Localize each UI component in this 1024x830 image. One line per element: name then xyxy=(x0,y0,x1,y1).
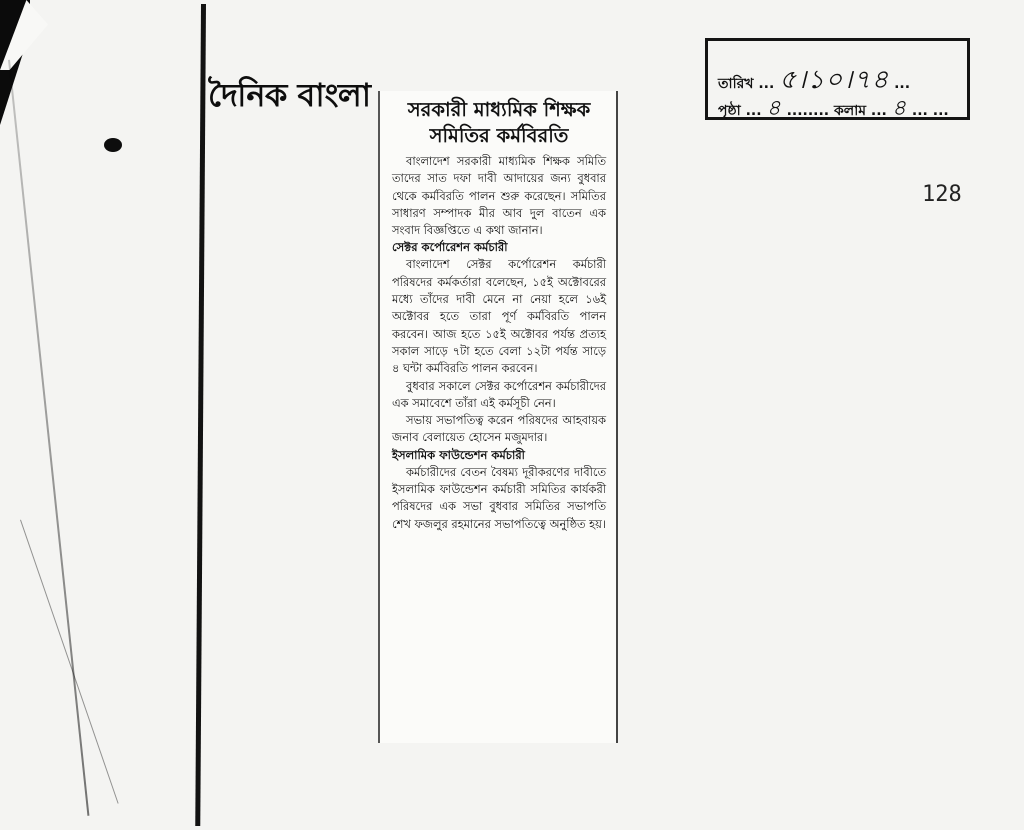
article-paragraph-4: সভায় সভাপতিত্ব করেন পরিষদের আহবায়ক জনাব বেলায়েত হোসেন মজুমদার। xyxy=(392,413,606,445)
stamp-page-row: পৃষ্ঠা ... ৪ ........ কলাম ... ৪ ... ... xyxy=(718,96,949,121)
stamp-column-value: ৪ xyxy=(891,96,908,121)
stamp-page-label: পৃষ্ঠা xyxy=(718,103,741,119)
headline-line-2: সমিতির কর্মবিরতি xyxy=(429,124,569,147)
headline-line-1: সরকারী মাধ্যমিক শিক্ষক xyxy=(407,98,591,121)
article-subheading-2: ইসলামিক ফাউন্ডেশন কর্মচারী xyxy=(392,447,525,462)
newspaper-clipping xyxy=(378,91,618,743)
stamp-column-label: কলাম xyxy=(833,103,867,119)
article-paragraph-5: কর্মচারীদের বেতন বৈষম্য দূরীকরণের দাবীতে ইসলামিক ফাউন্ডেশন কর্মচারী সমিতির কার্যকরী পরিষদের এক সভা বুধবার সমিতির সভাপতি শেখ ফজলুর রহমানের সভাপতিত্বে অনুষ্ঠিত হয়। xyxy=(392,464,606,531)
paper-fold-line-lower xyxy=(20,520,119,804)
article-paragraph-3: বুধবার সকালে সেক্টর কর্পোরেশন কর্মচারীদের এক সমাবেশে তাঁরা এই কর্মসূচী নেন। xyxy=(392,378,606,410)
newspaper-name: দৈনিক বাংলা xyxy=(208,76,371,114)
margin-rule-line xyxy=(195,4,206,826)
archive-stamp xyxy=(705,38,970,120)
paper-fold-line xyxy=(8,60,89,816)
stamp-page-value: ৪ xyxy=(766,96,782,121)
page-number: 128 xyxy=(922,182,962,207)
article-paragraph-1: বাংলাদেশ সরকারী মাধ্যমিক শিক্ষক সমিতি তাদের সাত দফা দাবী আদায়ের জন্য বুধবার থেকে কর্মবিরতি পালন শুরু করেছেন। সমিতির সাধারণ সম্পাদক মীর আব দুল বাতেন এক সংবাদ বিজ্ঞপ্তিতে এ কথা জানান। xyxy=(392,154,606,238)
stamp-date-label: তারিখ xyxy=(718,76,754,92)
article-subheading-1: সেক্টর কর্পোরেশন কর্মচারী xyxy=(392,240,508,255)
stamp-date-row: তারিখ ... ৫।১০।৭৪ ... xyxy=(718,65,911,95)
ink-blot xyxy=(104,138,122,152)
article-paragraph-2: বাংলাদেশ সেক্টর কর্পোরেশন কর্মচারী পরিষদের কর্মকর্তারা বলেছেন, ১৫ই অক্টোবরের মধ্যে তাঁদের দাবী মেনে না নেয়া হলে ১৬ই অক্টোবর হতে তারা পূর্ণ কর্মবিরতি পালন করবেন। আজ হতে ১৫ই অক্টোবর পর্যন্ত প্রত্যহ সকাল সাড়ে ৭টা হতে বেলা ১২টা পর্যন্ত সাড়ে ৪ ঘন্টা কর্মবিরতি পালন করবেন। xyxy=(392,257,606,376)
stamp-date-value: ৫।১০।৭৪ xyxy=(779,65,890,95)
article-headline xyxy=(392,97,606,149)
